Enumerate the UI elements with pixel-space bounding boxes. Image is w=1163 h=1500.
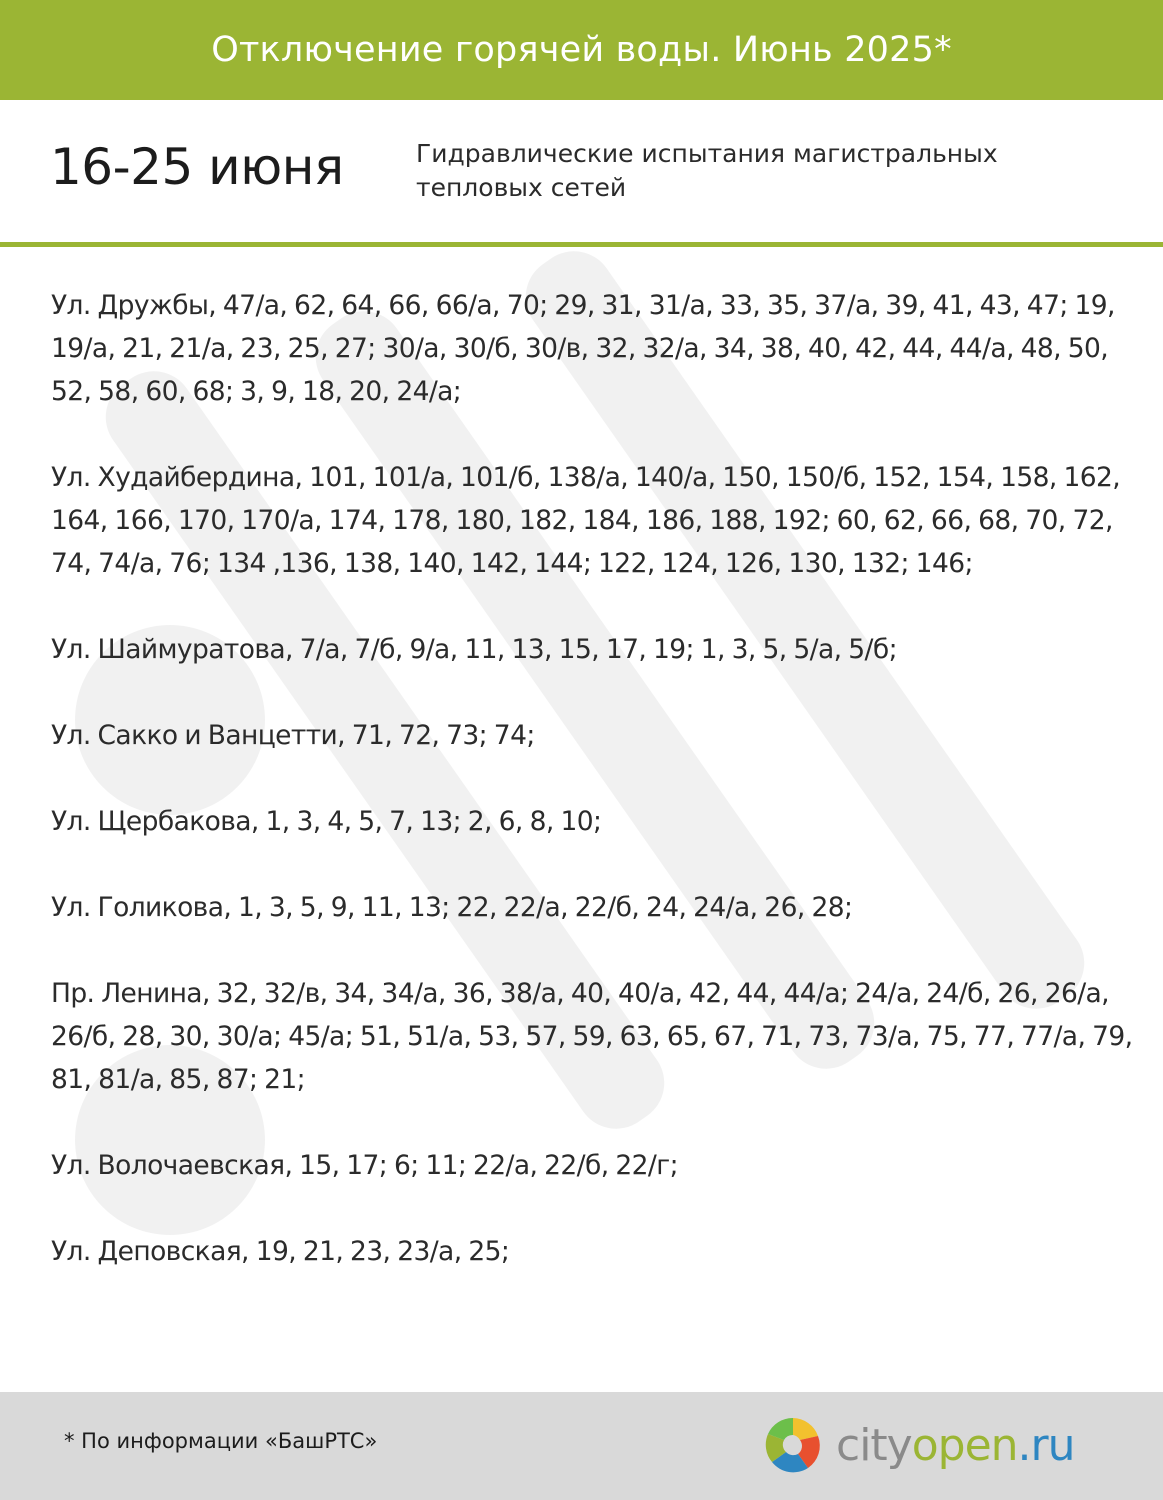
street-entry: Ул. Волочаевская, 15, 17; 6; 11; 22/а, 22/б, 22/г; xyxy=(51,1150,678,1181)
page-title: Отключение горячей воды. Июнь 2025* xyxy=(211,30,952,70)
street-entry: Ул. Щербакова, 1, 3, 4, 5, 7, 13; 2, 6, 8, 10; xyxy=(51,806,602,837)
source-note: * По информации «БашРТС» xyxy=(64,1429,378,1453)
street-entry: Ул. Деповская, 19, 21, 23, 23/а, 25; xyxy=(51,1236,510,1267)
street-entry: Ул. Шаймуратова, 7/а, 7/б, 9/а, 11, 13, 15, 17, 19; 1, 3, 5, 5/а, 5/б; xyxy=(51,634,897,665)
street-entry: Ул. Сакко и Ванцетти, 71, 72, 73; 74; xyxy=(51,720,535,751)
street-entry: Ул. Худайбердина, 101, 101/а, 101/б, 138/а, 140/а, 150, 150/б, 152, 154, 158, 162, 164, 166, 170, 170/а, 174, 178, 180, 182, 184, 186, 188, 192; 60, 62, 66, 68, 70, 72, 74, 74/а, 76; 134 ,136, 138, 140, 142, 144; 122, 124, 126, 130, 132; 146; xyxy=(51,462,1121,579)
logo-text-city: city xyxy=(836,1419,912,1471)
footer xyxy=(0,1392,1163,1500)
header-bar xyxy=(0,0,1163,100)
logo-text-open: open xyxy=(911,1419,1018,1471)
street-list xyxy=(51,284,1136,1316)
street-entry: Ул. Голикова, 1, 3, 5, 9, 11, 13; 22, 22/а, 22/б, 24, 24/а, 26, 28; xyxy=(51,892,853,923)
cityopen-logo-icon xyxy=(760,1412,826,1478)
logo-text xyxy=(836,1420,1075,1471)
period-dates: 16-25 июня xyxy=(50,138,344,196)
street-entry: Пр. Ленина, 32, 32/в, 34, 34/а, 36, 38/а, 40, 40/а, 42, 44, 44/а; 24/а, 24/б, 26, 26/а, 26/б, 28, 30, 30/а; 45/а; 51, 51/а, 53, 57, 59, 63, 65, 67, 71, 73, 73/а, 75, 77, 77/а, 79, 81, 81/а, 85, 87; 21; xyxy=(51,978,1133,1095)
cityopen-logo[interactable] xyxy=(760,1412,1075,1478)
period-description: Гидравлические испытания магистральных тепловых сетей xyxy=(416,139,998,202)
logo-text-ru: .ru xyxy=(1017,1419,1075,1471)
period-row xyxy=(0,100,1163,242)
divider xyxy=(0,242,1163,247)
street-entry: Ул. Дружбы, 47/а, 62, 64, 66, 66/а, 70; 29, 31, 31/а, 33, 35, 37/а, 39, 41, 43, 47; 19, 19/а, 21, 21/а, 23, 25, 27; 30/а, 30/б, 30/в, 32, 32/а, 34, 38, 40, 42, 44, 44/а, 48, 50, 52, 58, 60, 68; 3, 9, 18, 20, 24/а; xyxy=(51,290,1115,407)
